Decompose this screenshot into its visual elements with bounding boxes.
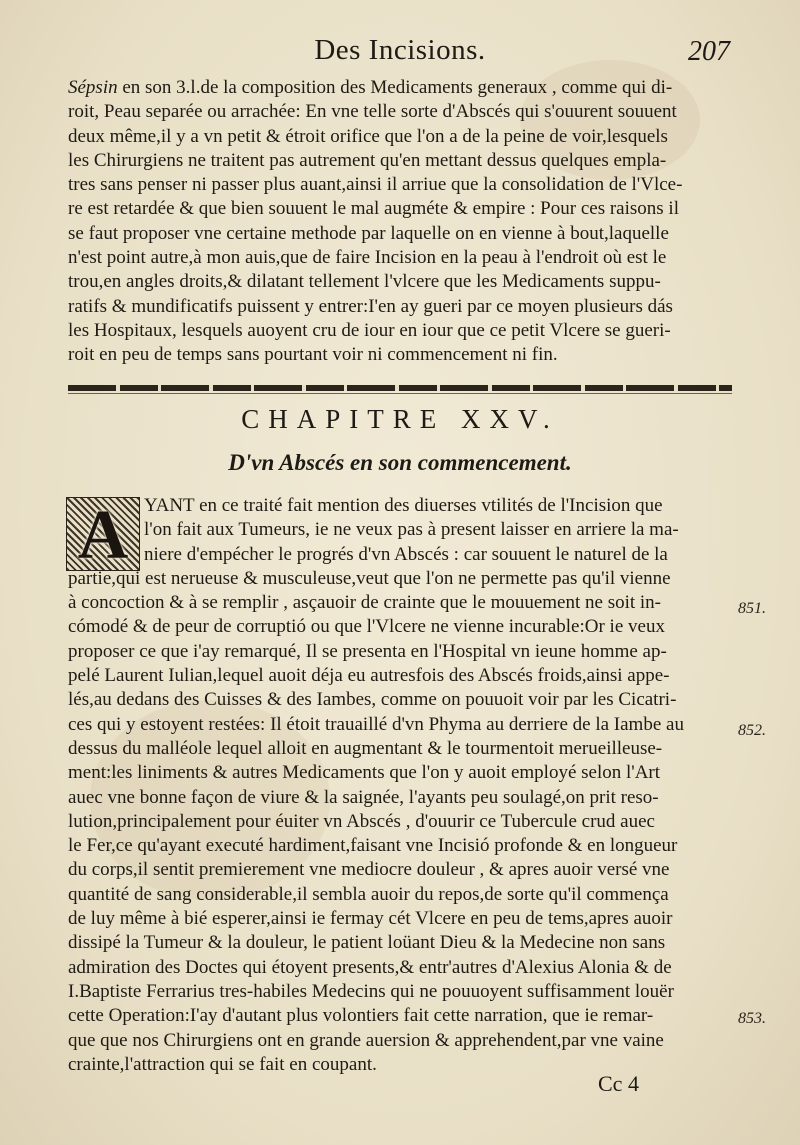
text-line: que que nos Chirurgiens ont en grande auersion & apprehendent,par vne vaine	[68, 1029, 664, 1051]
text-line: I.Baptiste Ferrarius tres-habiles Medecins qui ne pouuoyent suffisamment louër	[68, 980, 674, 1002]
text-line: se faut proposer vne certaine methode par laquelle on en vienne à bout,laquelle	[68, 222, 669, 244]
margin-note: 851.	[738, 600, 766, 617]
text-line: lution,principalement pour éuiter vn Abscés , d'ouurir ce Tubercule crud auec	[68, 810, 655, 832]
text-line: crainte,l'attraction qui se fait en coupant.	[68, 1053, 377, 1075]
text-line: n'est point autre,à mon auis,que de faire Incision en la peau à l'endroit où est le	[68, 247, 667, 269]
text-line: ratifs & mundificatifs puissent y entrer:I'en ay gueri par ce moyen plusieurs dás	[68, 295, 673, 317]
text-line: l'on fait aux Tumeurs, ie ne veux pas à present laisser en arriere la ma-	[144, 519, 679, 541]
page-number: 207	[688, 36, 730, 67]
text-line: le Fer,ce qu'ayant executé hardiment,faisant vne Incisió profonde & en longueur	[68, 835, 678, 857]
text-line: partie,qui est nerueuse & musculeuse,veut que l'on ne permette pas qu'il vienne	[68, 567, 671, 589]
text-line: admiration des Doctes qui étoyent presents,& entr'autres d'Alexius Alonia & de	[68, 956, 672, 978]
text-line: dessus du malléole lequel alloit en augmentant & le tourmentoit merueilleuse-	[68, 737, 663, 759]
text-line: à concoction & à se remplir , asçauoir de crainte que le mouuement ne soit in-	[68, 592, 662, 614]
margin-note: 853.	[738, 1010, 766, 1027]
text-line: pelé Laurent Iulian,lequel auoit déja eu autresfois des Abscés froids,ainsi appe-	[68, 665, 670, 687]
chapter-paragraph	[68, 494, 730, 1077]
signature-mark: Cc 4	[598, 1071, 639, 1096]
text-line: re est retardée & que bien souuent le mal augméte & empire : Pour ces raisons il	[68, 198, 679, 220]
text-line: cette Operation:I'ay d'autant plus volontiers fait cette narration, que ie remar-	[68, 1005, 654, 1027]
rule-underline	[68, 393, 732, 394]
text-line: niere d'empécher le progrés d'vn Abscés : car souuent le naturel de la	[144, 543, 668, 565]
page-header	[0, 34, 800, 74]
text-line: roit en peu de temps sans pourtant voir ni commencement ni fin.	[68, 344, 558, 366]
margin-note: 852.	[738, 722, 766, 739]
chapter-subtitle: D'vn Abscés en son commencement.	[228, 450, 572, 475]
running-title: Des Incisions.	[314, 34, 486, 66]
text-line: les Hospitaux, lesquels auoyent cru de iour en iour que ce petit Vlcere se gueri-	[68, 319, 671, 341]
text-line: lés,au dedans des Cuisses & des Iambes, comme on pouuoit voir par les Cicatri-	[68, 689, 677, 711]
text-line: proposer ce que i'ay remarqué, Il se presenta en l'Hospital vn ieune homme ap-	[68, 640, 667, 662]
text-line: tres sans penser ni passer plus auant,ainsi il arriue que la consolidation de l'Vlce-	[68, 174, 683, 196]
text-line: trou,en angles droits,& dilatant tellement l'vlcere que les Medicaments suppu-	[68, 271, 661, 293]
text-line: auec vne bonne façon de viure & la saignée, l'ayants peu soulagé,on prit reso-	[68, 786, 659, 808]
text-line: YANT en ce traité fait mention des diuerses vtilités de l'Incision que	[144, 495, 663, 516]
text-line: deux même,il y a vn petit & étroit orifice que l'on a de la peine de voir,lesquels	[68, 125, 668, 147]
text-line: de luy même à bié esperer,ainsi ie fermay cét Vlcere en peu de tems,apres auoir	[68, 908, 673, 930]
text-line: les Chirurgiens ne traitent pas autrement qu'en mettant dessus quelques empla-	[68, 149, 667, 171]
text-line: dissipé la Tumeur & la douleur, le patient loüant Dieu & la Medecine non sans	[68, 932, 666, 954]
text-line: roit, Peau separée ou arrachée: En vne telle sorte d'Abscés qui s'ouurent souuent	[68, 101, 677, 123]
text-line: ces qui y estoyent restées: Il étoit trauaillé d'vn Phyma au derriere de la Iambe au	[68, 713, 684, 735]
ornamental-rule	[68, 385, 732, 391]
drop-cap-letter: A	[77, 497, 129, 574]
text-line: Sépsin en son 3.l.de la composition des Medicaments generaux , comme qui di-	[68, 77, 673, 98]
continuation-paragraph	[68, 76, 730, 368]
chapter-heading: CHAPITRE XXV.	[241, 404, 559, 434]
text-line: ment:les liniments & autres Medicaments que l'on y auoit employé selon l'Art	[68, 762, 661, 784]
greek-word: Sépsin	[68, 77, 118, 98]
text-line: cómodé & de peur de corruptió ou que l'Vlcere ne vienne incurable:Or ie veux	[68, 616, 665, 638]
text-line: du corps,il sentit premierement vne mediocre douleur , & apres auoir versé vne	[68, 859, 670, 881]
text-line: quantité de sang considerable,il sembla auoir du repos,de sorte qu'il commença	[68, 883, 669, 905]
